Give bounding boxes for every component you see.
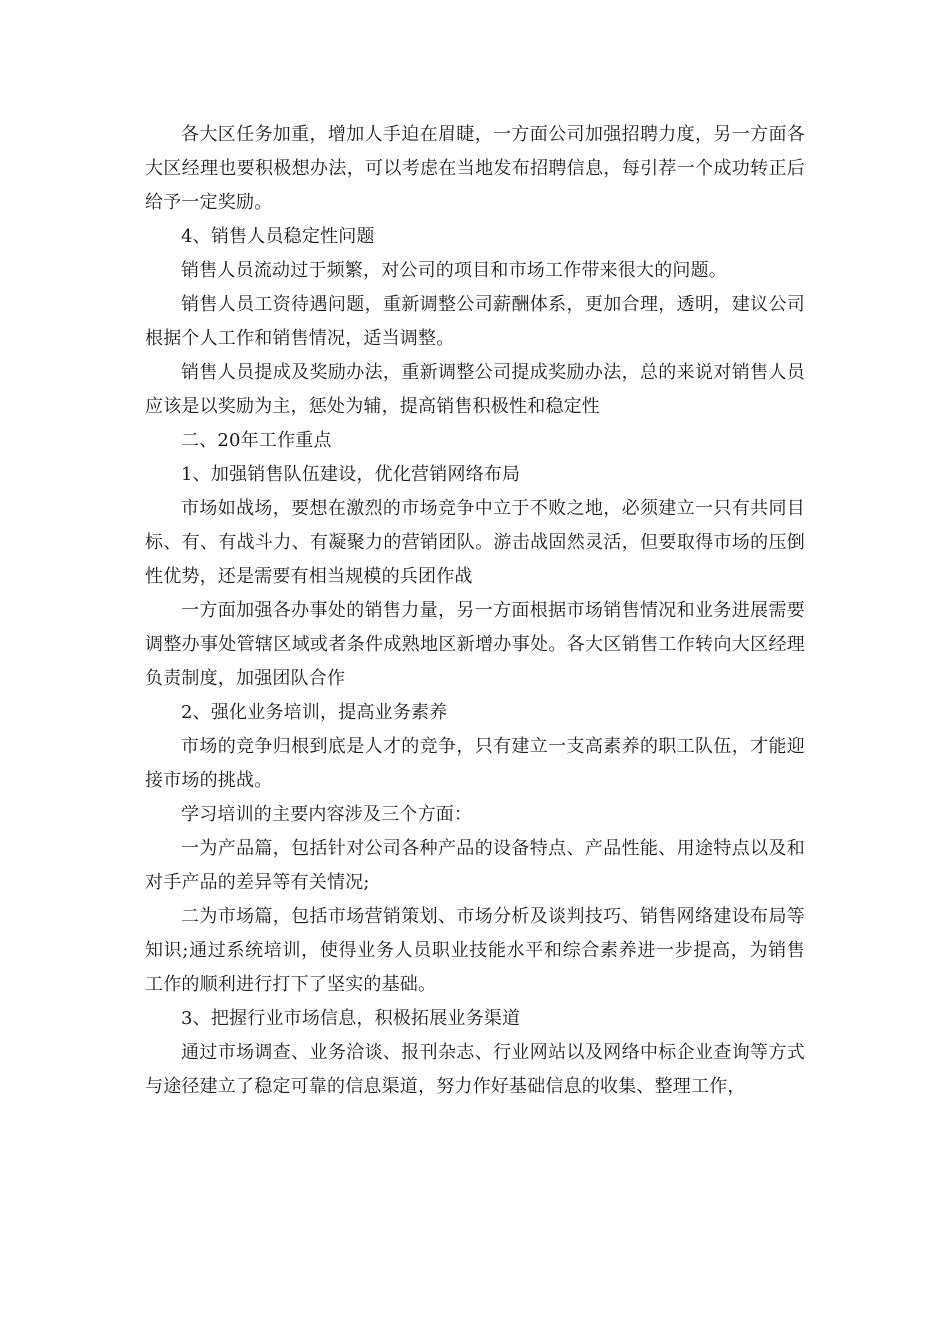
paragraph-market-battlefield: 市场如战场，要想在激烈的市场竞争中立于不败之地，必须建立一只有共同目标、有、有战斗力、有凝聚力的营销团队。游击战固然灵活，但要取得市场的压倒性优势，还是需要有相当规模的兵团作战 [145, 498, 805, 587]
paragraph-recruitment: 各大区任务加重，增加人手迫在眉睫，一方面公司加强招聘力度，另一方面各大区经理也要积极想办法，可以考虑在当地发布招聘信息，每引荐一个成功转正后给予一定奖励。 [145, 124, 805, 213]
heading-training: 2、强化业务培训，提高业务素养 [181, 702, 448, 723]
heading-market-info: 3、把握行业市场信息，积极拓展业务渠道 [181, 1008, 521, 1029]
paragraph-commission: 销售人员提成及奖励办法，重新调整公司提成奖励办法，总的来说对销售人员应该是以奖励为主，惩处为辅，提高销售积极性和稳定性 [145, 362, 805, 417]
paragraph-office-strength: 一方面加强各办事处的销售力量，另一方面根据市场销售情况和业务进展需要调整办事处管辖区域或者条件成熟地区新增办事处。各大区销售工作转向大区经理负责制度，加强团队合作 [145, 600, 805, 689]
paragraph-info-channels: 通过市场调查、业务洽谈、报刊杂志、行业网站以及网络中标企业查询等方式与途径建立了稳定可靠的信息渠道，努力作好基础信息的收集、整理工作， [145, 1042, 805, 1097]
heading-sales-stability: 4、销售人员稳定性问题 [181, 226, 375, 247]
heading-sales-team: 1、加强销售队伍建设，优化营销网络布局 [181, 464, 521, 485]
paragraph-turnover: 销售人员流动过于频繁，对公司的项目和市场工作带来很大的问题。 [181, 260, 727, 281]
paragraph-talent: 市场的竞争归根到底是人才的竞争，只有建立一支高素养的职工队伍，才能迎接市场的挑战。 [145, 736, 805, 791]
paragraph-salary: 销售人员工资待遇问题，重新调整公司薪酬体系，更加合理，透明，建议公司根据个人工作和销售情况，适当调整。 [145, 294, 805, 349]
heading-work-focus: 二、20年工作重点 [181, 430, 332, 451]
document-body [145, 118, 805, 1104]
paragraph-market-chapter: 二为市场篇，包括市场营销策划、市场分析及谈判技巧、销售网络建设布局等知识;通过系统培训，使得业务人员职业技能水平和综合素养进一步提高，为销售工作的顺利进行打下了坚实的基础。 [145, 906, 805, 995]
paragraph-training-content: 学习培训的主要内容涉及三个方面： [181, 804, 473, 825]
paragraph-product-chapter: 一为产品篇，包括针对公司各种产品的设备特点、产品性能、用途特点以及和对手产品的差异等有关情况; [145, 838, 805, 893]
